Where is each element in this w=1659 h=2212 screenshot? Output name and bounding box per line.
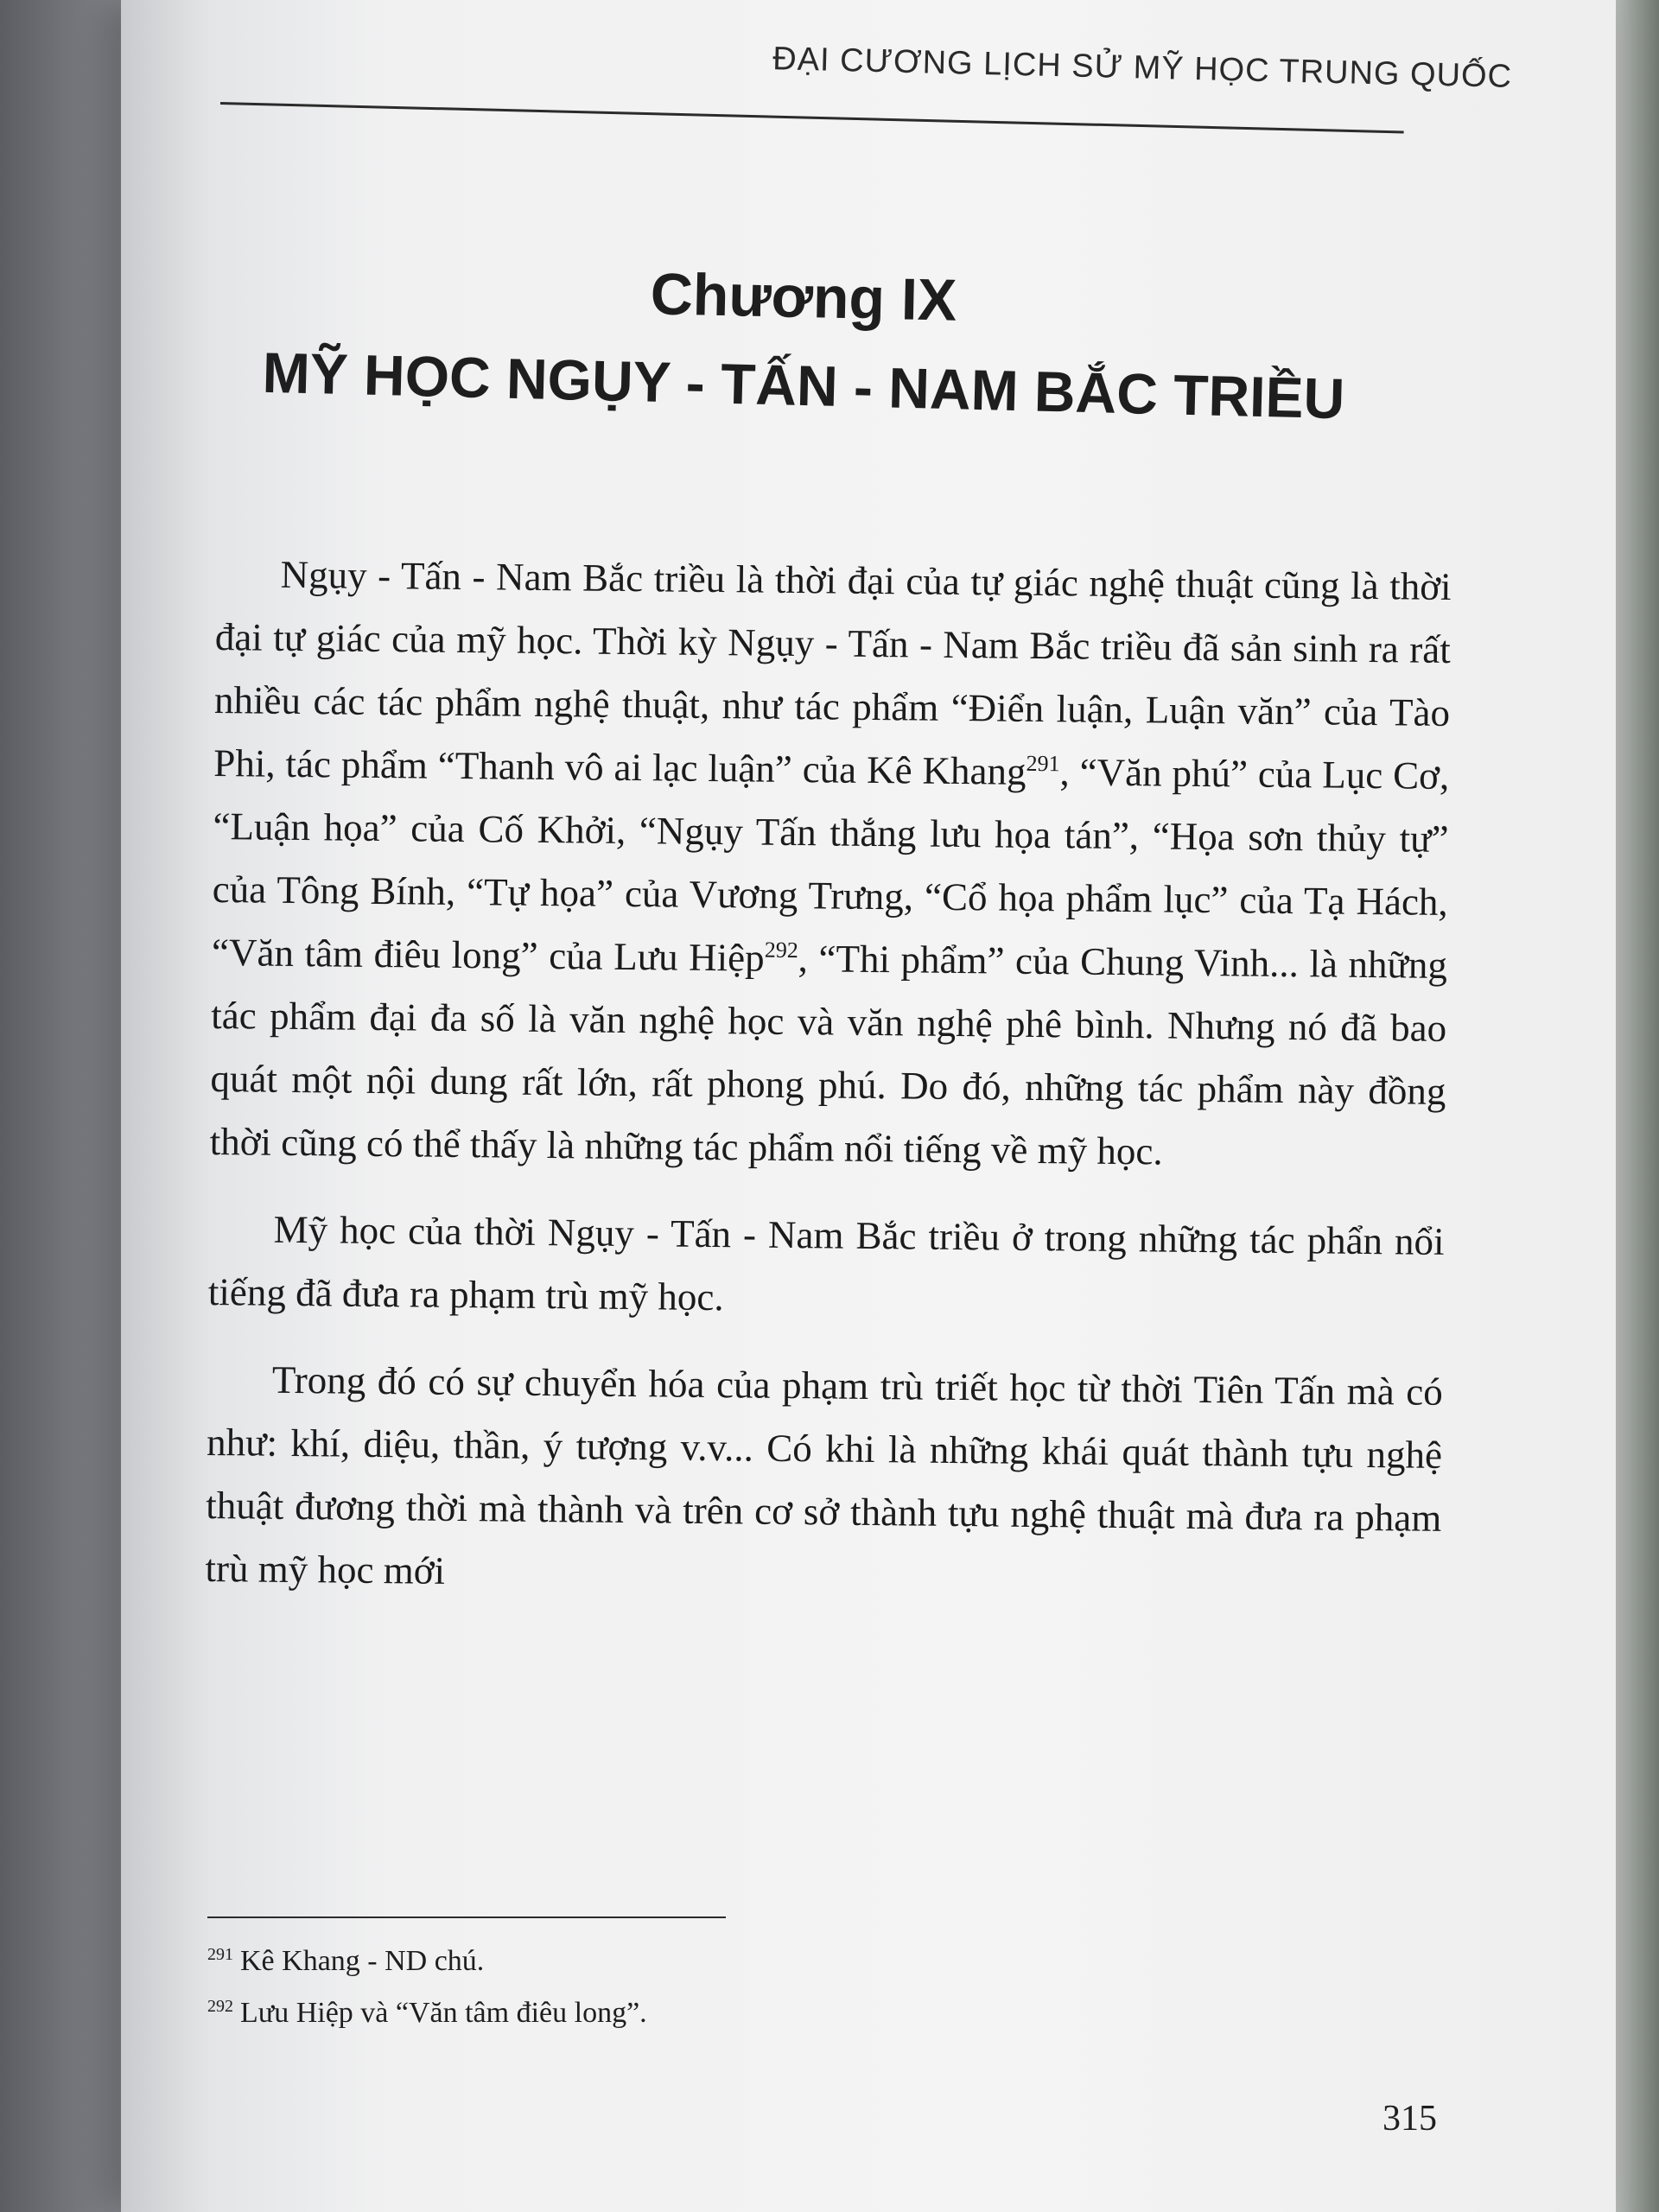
paragraph-3: Trong đó có sự chuyển hóa của phạm trù triết học từ thời Tiên Tấn mà có như: khí, diệu, thần, ý tượng v.v... Có khi là những khái quát thành tựu nghệ thuật đương thời mà thành và trên cơ sở thành tựu nghệ thuật mà đưa ra phạm trù mỹ học mới (205, 1357, 1444, 1592)
footnotes (207, 1936, 1244, 2039)
footnote-item (207, 1987, 1244, 2039)
body-text (205, 543, 1452, 1637)
paragraph-1-part-b: , “Văn phú” của Lục Cơ, “Luận họa” của Cố Khởi, “Ngụy Tấn thắng lưu họa tán”, “Họa sơn thủy tự” của Tông Bính, “Tự họa” của Vương Trưng, “Cổ họa phẩm lục” của Tạ Hách, “Văn tâm điêu long” của Lưu Hiệp (211, 750, 1450, 980)
book-page (121, 0, 1616, 2212)
chapter-number: Chương IX (650, 261, 957, 334)
footnote-ref-292: 292 (764, 937, 798, 963)
footnote-rule (207, 1916, 726, 1918)
chapter-title: MỸ HỌC NGỤY - TẤN - NAM BẮC TRIỀU (261, 340, 1346, 431)
footnote-number: 292 (207, 1996, 233, 2016)
running-header: ĐẠI CƯƠNG LỊCH SỬ MỸ HỌC TRUNG QUỐC (772, 41, 1513, 95)
footnote-item (207, 1936, 1244, 1987)
paragraph-2: Mỹ học của thời Ngụy - Tấn - Nam Bắc triều ở trong những tác phẩn nổi tiếng đã đưa ra phạm trù mỹ học. (207, 1207, 1445, 1319)
footnote-ref-291: 291 (1026, 750, 1060, 777)
paragraph-1-part-c: , “Thi phẩm” của Chung Vinh... là những tác phẩm đại đa số là văn nghệ học và văn nghệ phê bình. Nhưng nó đã bao quát một nội dung rất lớn, rất phong phú. Do đó, những tác phẩm này đồng thời cũng có thể thấy là những tác phẩm nổi tiếng về mỹ học. (209, 937, 1448, 1173)
page-number: 315 (1382, 2099, 1437, 2139)
footnote-text: Kê Khang - ND chú. (240, 1945, 485, 1977)
header-rule (220, 102, 1404, 133)
paragraph-1 (209, 543, 1452, 1186)
paragraph-1-part-a: Ngụy - Tấn - Nam Bắc triều là thời đại của tự giác nghệ thuật cũng là thời đại tự giác của mỹ học. Thời kỳ Ngụy - Tấn - Nam Bắc triều đã sản sinh ra rất nhiều các tác phẩm nghệ thuật, như tác phẩm “Điển luận, Luận văn” của Tào Phi, tác phẩm “Thanh vô ai lạc luận” của Kê Khang (213, 552, 1452, 793)
footnote-number: 291 (207, 1944, 233, 1964)
footnote-text: Lưu Hiệp và “Văn tâm điêu long”. (240, 1997, 647, 2029)
